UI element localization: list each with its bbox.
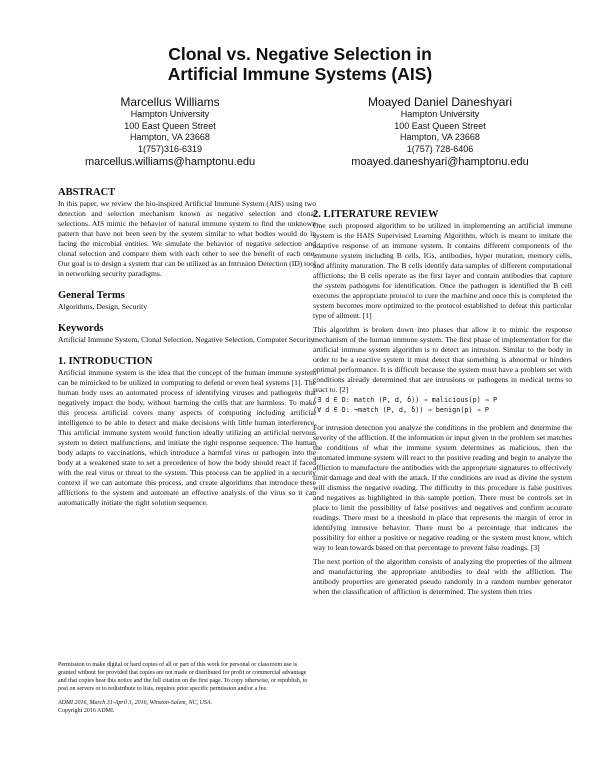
general-terms-heading: General Terms	[58, 290, 125, 301]
literature-paragraph-3: For intrusion detection you analyze the conditions in the problem and determine the severity of the affliction. If the information or input given in the problem set matches the conditions of what the immune system determines as malicious, then the automated immune system will react to the positive reading and begin to analyze the affliction to manufacture the antibodies with the appropriate signatures to effectively limit damage and deal with the attack. If the conditions are read as divine the system will dismiss the negative reading. The difficulty in this procedure is false positives and negatives as highlighted in this sample portion. There must be controls set in place to limit the possibility of false positives and negatives and confirm accurate readings. There must be a threshold in place that represents the margin of error in identifying intrusive behavior. There must be a percentage that indicates the possibility for either a positive or negative reading or the system must know, which way to lean towards based on that percentage to prevent false readings. [3]	[313, 423, 572, 552]
right-column	[313, 208, 572, 597]
venue-line: ADMI 2016, March 31-April 3, 2016, Winston-Salem, NC, USA.	[58, 700, 213, 706]
copyright-line: Copyright 2016 ADMI.	[58, 708, 115, 714]
keywords-heading: Keywords	[58, 323, 104, 334]
author-address-2: Hampton, VA 23668	[130, 132, 210, 142]
author-org: Hampton University	[400, 109, 480, 119]
general-terms-text: Algorithms, Design, Security	[58, 302, 148, 311]
author-address-1: 100 East Queen Street	[124, 120, 216, 131]
literature-review-heading: 2. LITERATURE REVIEW	[313, 209, 439, 220]
author-phone: 1(757) 728-6406	[406, 143, 474, 154]
abstract-heading: ABSTRACT	[58, 187, 116, 198]
author-email: marcellus.williams@hamptonu.edu	[84, 156, 256, 168]
permission-block	[58, 661, 316, 715]
author-phone: 1(757)316-6319	[137, 143, 203, 154]
author-block-1	[50, 95, 290, 169]
paper-title	[0, 44, 600, 84]
author-org: Hampton University	[130, 109, 210, 119]
keywords-text: Artificial Immune System, Clonal Selection, Negative Selection, Computer Security	[58, 335, 315, 344]
permission-text: Permission to make digital or hard copies of all or part of this work for personal or classroom use is granted without fee provided that copies are not made or distributed for profit or commercial advantage and that copies bear this notice and the full citation on the first page. To copy otherwise, or republish, to post on servers or to redistribute to lists, requires prior specific permission and/or a fee.	[58, 662, 308, 692]
left-column	[58, 186, 316, 508]
literature-paragraph-4: The next portion of the algorithm consists of analyzing the properties of the ailment and manufacturing the appropriate antibodies to deal with the affliction. The antibody properties are generated pseudo randomly in a random number generator when the classification of affliction is determined. The system then tries	[313, 557, 572, 596]
author-email: moayed.daneshyari@hamptonu.edu	[351, 156, 529, 168]
title-line-1: Clonal vs. Negative Selection in	[168, 44, 432, 64]
author-address-2: Hampton, VA 23668	[400, 132, 480, 142]
introduction-text: Artificial immune system is the idea that the concept of the human immune system can be mimicked to be utilized in computing to defend or even heal systems [1]. The human body uses an automated process of identifying viruses and pathogens that negatively impact the body, without harming the cells that are harmless. To make this process artificial covers many aspects of computing including artificial intelligence to be able to detect and make decisions with little human interference. This artificial immune system would function ideally utilizing an artificial nervous system to detect malfunctions, and initiate the right response sequence. The human body adapts to vaccinations, which introduce a harmful virus or pathogen into the body at a weakened state to set a precedence of how the body should react if faced with the real virus or threat to the system. This process can be applied in a security context if we can automate this process, and create algorithms that introduce these afflictions to the system and automate an effective analysis of the virus so it can automatically initiate the right solution sequence.	[58, 368, 316, 507]
author-name: Moayed Daniel Daneshyari	[367, 95, 513, 109]
author-address-1: 100 East Queen Street	[394, 120, 486, 131]
author-block-2	[320, 95, 560, 169]
abstract-text: In this paper, we review the bio-inspired Artificial Immune System (AIS) using two detection and selection mechanism known as negative selection and clonal selections. AIS mimic the behavior of natural immune system to find the unknown pattern that have not been seen by the system similar to what bodies would do in facing the microbial entities. We simulate the behavior of negative selection and clonal selection and compare them with each other to see the benefit of each one. Our goal is to design a system that can be utilized as an Intrusion Detection (ID) tool in networking security paradigms.	[58, 199, 316, 278]
introduction-heading: 1. INTRODUCTION	[58, 356, 153, 367]
title-line-2: Artificial Immune Systems (AIS)	[167, 64, 433, 84]
author-name: Marcellus Williams	[120, 95, 220, 109]
formula-malicious: (∃ d ∈ D: match (P, d, δ)) ⇒ malicious(p) ⇒ P	[313, 396, 498, 404]
literature-paragraph-1: One such proposed algorithm to be utilized in implementing an artificial immune system is the HAIS Supervised Learning Algorithm, which is meant to imitate the adaptive response of an immune system. It contains different components of the immune system including B cells, IGs, antibodies, hyper mutation, memory cells, and affinity maturation. The B cells identify data samples of different computational afflictions; the B cells operate as the first layer and contain antibodies that capture the system pathogens for identification. Once the pathogen is identified the B cell executes the appropriate protocol to cure the machine and once this is completed the system becomes more optimized to the protocol established to defeat this particular type of ailment. [1]	[313, 221, 572, 320]
formula-benign: (∀ d ∈ D: ¬match (P, d, δ)) ⇒ benign(p) ⇒ P	[313, 406, 489, 414]
literature-paragraph-2: This algorithm is broken down into phases that allow it to mimic the response mechanism of the human immune system. The first phase of implementation for the artificial immune system algorithm is to detect an intrusion. Similar to the body in order to be a reactive system it must detect that something is abnormal or hinders optimal performance. It is difficult because the system must have a problem set with conditions already determined that are intrusions or pathogens in medical terms to react to. [2]	[313, 325, 572, 394]
